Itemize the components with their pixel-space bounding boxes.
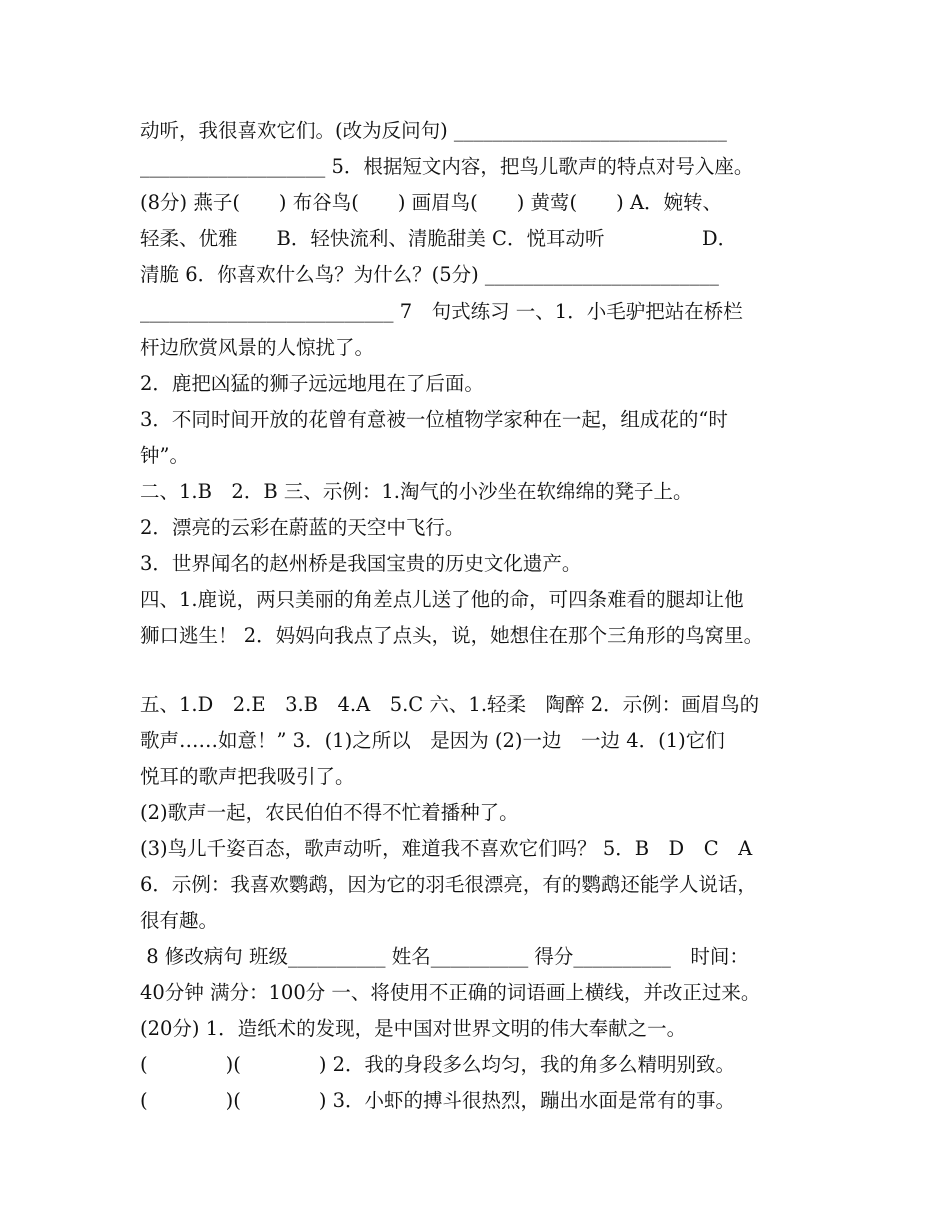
text-line: 悦耳的歌声把我吸引了。 [140,765,355,788]
text-line: 3．世界闻名的赵州桥是我国宝贵的历史文化遗产。 [140,552,582,575]
text-line: 6．示例：我喜欢鹦鹉，因为它的羽毛很漂亮，有的鹦鹉还能学人说话， [140,873,757,896]
text-line: 四、1.鹿说，两只美丽的角差点儿送了他的命，可四条难看的腿却让他 [140,588,744,611]
text-line: 轻柔、优雅 B．轻快流利、清脆甜美 C．悦耳动听 D． [140,227,738,250]
text-line: __________________________ 7 句式练习 一、1．小毛驴把站在桥栏 [140,300,743,323]
text-line: 歌声……如意！” 3．(1)之所以 是因为 (2)一边 一边 4．(1)它们 [140,729,725,752]
text-line: 很有趣。 [140,909,219,932]
text-line: ( )( ) 3．小虾的搏斗很热烈，蹦出水面是常有的事。 [140,1089,736,1112]
text-line: 钟”。 [140,444,189,467]
text-line: ( )( ) 2．我的身段多么均匀，我的角多么精明别致。 [140,1053,736,1076]
text-line: (20分) 1．造纸术的发现，是中国对世界文明的伟大奉献之一。 [140,1017,687,1040]
text-line: 杆边欣赏风景的人惊扰了。 [140,336,375,359]
text-line: 3．不同时间开放的花曾有意被一位植物学家种在一起，组成花的“时 [140,408,728,431]
text-line: ___________________ 5．根据短文内容，把鸟儿歌声的特点对号入座。 [140,155,754,178]
text-line: 2．鹿把凶猛的狮子远远地甩在了后面。 [140,372,484,395]
text-line: 五、1.D 2.E 3.B 4.A 5.C 六、1.轻柔 陶醉 2．示例：画眉鸟的 [140,693,760,716]
text-line: 2．漂亮的云彩在蔚蓝的天空中飞行。 [140,516,465,539]
text-line: (3)鸟儿千姿百态，歌声动听，难道我不喜欢它们吗？ 5．B D C A [140,837,753,860]
text-line: 狮口逃生！ 2．妈妈向我点了点头，说，她想住在那个三角形的鸟窝里。 [140,624,764,647]
text-line: 动听，我很喜欢它们。(改为反问句) ____________________________ [140,119,727,142]
text-line: (8分) 燕子( ) 布谷鸟( ) 画眉鸟( ) 黄莺( ) A．婉转、 [140,191,723,214]
text-line: 40分钟 满分：100分 一、将使用不正确的词语画上横线，并改正过来。 [140,981,761,1004]
text-line: 二、1.B 2．B 三、示例：1.淘气的小沙坐在软绵绵的凳子上。 [140,480,693,503]
text-line: 清脆 6．你喜欢什么鸟？为什么？(5分) ________________________ [140,263,719,286]
text-line: (2)歌声一起，农民伯伯不得不忙着播种了。 [140,801,519,824]
text-line: 8 修改病句 班级__________ 姓名__________ 得分__________ 时间： [140,945,749,968]
